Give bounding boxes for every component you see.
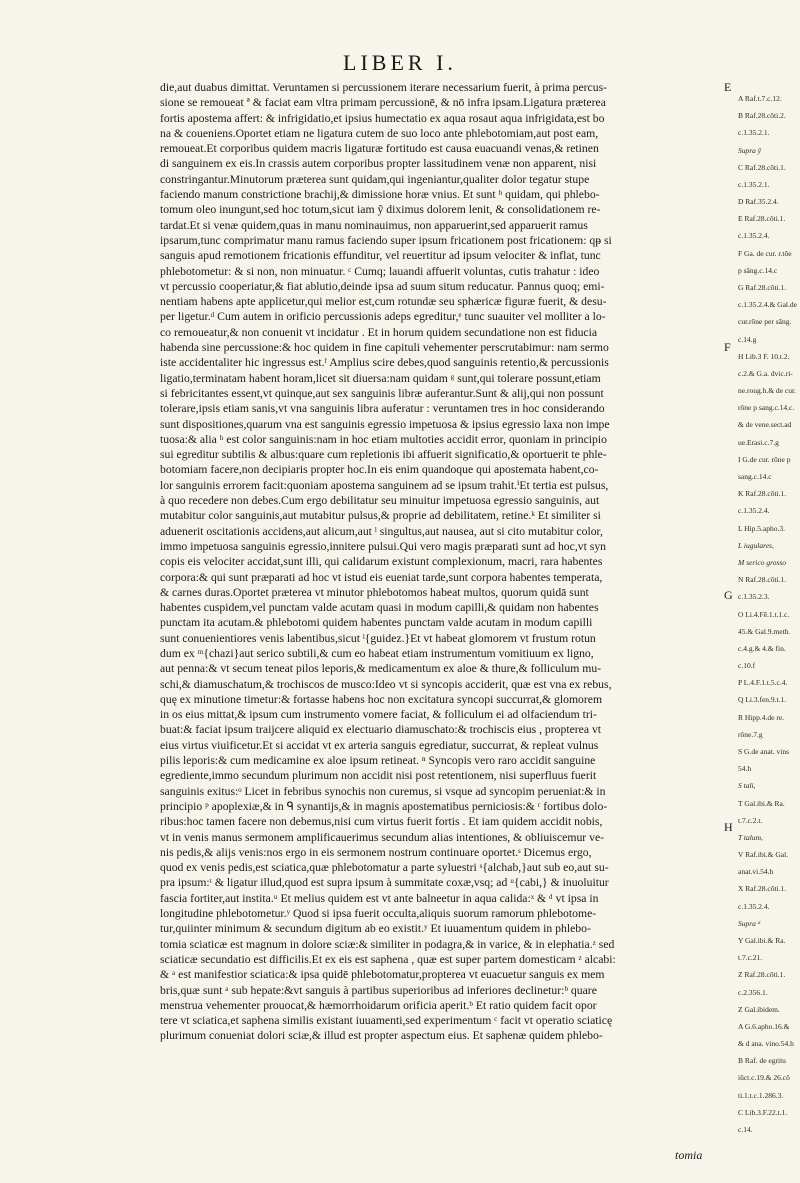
text-line: sciaticæ secundatio est difficilis.Et ex eis est saphena , quæ est super partem domesticam ᶻ alcabi: [160, 952, 616, 966]
margin-note: T Gal.ibi.& Ra. [738, 799, 785, 808]
text-line: quę ex minutione timetur:& fortasse habens hoc non excitatura syncopi succurrat,& glomorem [160, 692, 603, 706]
margin-note: c.2.& G.a. dvic.ri- [738, 369, 793, 378]
text-line: per ligetur.ᵈ Cum autem in orificio percussionis adeps egreditur,ᵉ tunc suauiter vel molliter a lo- [160, 310, 606, 324]
text-line: in os eius mittat,& ipsum cum instrumento vomere faciat, & folliculum ei ad olfaciendum tri- [160, 708, 597, 722]
margin-note: c.1.35.2.4.& Gal.de [738, 300, 797, 309]
text-line: co remoueatur,& non conuenit vt incidatur . Et in horum quidem secundatione non est fiducia [160, 325, 598, 339]
text-line: pra ipsum:ᵗ & ligatur illud,quod est supra ipsum à summitate coxæ,vsq; ad ᵘ{cabi,} & inuoluitur [160, 876, 609, 890]
text-line: di sanguinem ex eis.In crassis autem corporibus propter lassitudinem venæ non apparent, nisi [160, 157, 597, 171]
text-line: buat:& faciat ipsum traijcere aliquid ex electuario diamuschato:& trochiscis eius , propterea vt [160, 723, 602, 737]
text-line: punctam ita acutam.& phlebotomi quidem habentes punctam valde acutam in modum capilli [160, 616, 593, 630]
margin-note: Supra ỹ [738, 146, 762, 155]
text-line: plurimum conueniat dolori sciæ,& illud est propter aspectum eius. Et saphenæ quidem phlebo- [160, 1029, 603, 1043]
text-line: botomiam facere,non decipiaris propter hoc.In eis enim quandoque qui apostemata habent,co- [160, 463, 599, 477]
margin-note: t.7.c.2.t. [738, 816, 763, 825]
margin-note: C Raf.28.cōti.1. [738, 163, 786, 172]
margin-note: H Lib.3 F. 10.t.2. [738, 352, 790, 361]
margin-note: 54.h [738, 764, 752, 773]
margin-note: O Li.4.Fē.1.t.1.c. [738, 610, 790, 619]
margin-note: L iugulares, [738, 541, 774, 550]
text-line: sanguinis exitus:ᵒ Licet in febribus synochis non curemus, si vsque ad syncopim perueniat:& in [160, 784, 606, 798]
text-line: ribus:hoc tamen facere non debemus,nisi cum virtus fuerit fortis . Et iam quidem accidit nobis, [160, 815, 603, 829]
text-line: immo impetuosa sanguinis egressio,innitere pulsui.Qui vero magis præparati sunt ad hoc,vt syn [160, 539, 607, 553]
text-line: constringantur.Minutorum præterea sunt quidam,qui ingeniantur,qualiter dolor tegatur stupe [160, 172, 590, 186]
text-line: egrediente,immo secundum plurimum non accidit nisi post retentionem, nisi superfluus fuerit [160, 769, 597, 783]
section-letter: H [724, 820, 733, 834]
margin-note: cur.rōne per sāng. [738, 317, 792, 326]
margin-note: M serico grosso [738, 558, 787, 567]
margin-note: sang.c.14.c [738, 472, 772, 481]
margin-note: p sāng.c.14.c [738, 266, 778, 275]
margin-note: t.7.c.21. [738, 953, 763, 962]
text-line: habentes cuspidem,vel punctam valde acutam quasi in modum capilli,& quidam non habentes [160, 601, 599, 615]
text-line: & ᵃ est manifestior sciatica:& ipsa quidē phlebotomatur,propterea vt euacuetur sanguis ex mem [160, 968, 605, 982]
margin-note: Z Gal.ibidem. [738, 1005, 780, 1014]
main-text-column [160, 80, 740, 1044]
margin-note: c.1.35.2.1. [738, 128, 770, 137]
text-line: nentiam habens apte applicetur,qui melior est,cum rotundæ seu sphæricæ figuræ fuerit, & desu- [160, 295, 607, 309]
margin-note: c.14. [738, 1125, 753, 1134]
text-line: copis eis velociter accidat,sunt illi, qui calidarum existunt complexionum, macri, rara habentes [160, 555, 603, 569]
margin-note: L Hip.5.apho.3. [738, 524, 786, 533]
text-line: tomum oleo inungunt,sed hoc totum,sicut iam ỹ diximus dolorem lenit, & consolidationem re- [160, 203, 601, 217]
margin-note: Q Li.3.fen.9.t.1. [738, 695, 787, 704]
margin-note: K Raf.28.cōti.1. [738, 489, 787, 498]
text-line: vt percussio cooperiatur,& fiat ablutio,deinde ipsa ad suum situm reducatur. Pannus quoq; emi- [160, 279, 605, 293]
text-line: tere vt sciatica,et saphena similis existant iuuamenti,sed experimentum ᶜ facit vt operatio sciaticę [160, 1014, 613, 1028]
text-line: habenda sine percussione:& hoc quidem in fine capituli vehementer perscrutabimur: nam sermo [160, 341, 609, 355]
text-line: remoueat.Et corporibus quidem macris ligaturæ fortitudo est causa euacuandi venas,& retinen [160, 142, 599, 156]
margin-note: c.1.35.2.4. [738, 902, 770, 911]
text-line: à quo recedere non debes.Cum ergo debilitatur seu minuitur impetuosa egressio sanguinis, aut [160, 494, 600, 508]
margin-note: Z Raf.28.cōti.1. [738, 970, 786, 979]
margin-note: G Raf.28.cōti.1. [738, 283, 787, 292]
margin-note: B Raf.28.cōti.2. [738, 111, 786, 120]
margin-note: I G.de cur. rōne p [738, 455, 791, 464]
section-letter: F [724, 340, 731, 354]
text-line: phlebotometur: & si non, non minuatur. ᶜ Cumq; lauandi affuerit voluntas, cutis trahatur : ideo [160, 264, 600, 278]
text-line: sione se remoueat ª & faciat eam vltra primam percussionē, & nō infra ipsam.Ligatura præterea [160, 96, 606, 110]
margin-note: C Lib.3.F.22.t.1. [738, 1108, 788, 1117]
text-line: aut penna:& vt secum teneat pilos leporis,& medicamentum ex aloe & thure,& folliculum mu- [160, 662, 602, 676]
text-line: aduenerit oscitationis accidens,aut alicum,aut ˡ singultus,aut nausea, aut si cito mutabitur color, [160, 524, 603, 538]
text-line: fascia fortiter,aut instita.ᵘ Et melius quidem est vt ante balneetur in aqua calida:ˣ & ᵈ vt ipsa in [160, 891, 599, 905]
margin-note: B Raf. de egritu [738, 1056, 786, 1065]
text-line: faciendo manum constrictione brachij,& dimissione horæ vnius. Et sunt ᵇ quidam, qui phlebo- [160, 188, 600, 202]
margin-note: T talum, [738, 833, 763, 842]
text-line: nis pedis,& alijs venis:nos ergo in eis sermonem nostrum continuare oportet.ˢ Dicemus ergo, [160, 845, 592, 859]
text-line: sanguis apud remotionem fricationis effunditur, vel reuertitur ad ipsum velociter & inflat, tunc [160, 249, 601, 263]
margin-note: c.1.35.2.1. [738, 180, 770, 189]
margin-note: V Raf.ibi.& Gal. [738, 850, 789, 859]
text-line: vt in venis manus sermonem amplificauerimus secundum alias intentiones, & obliuiscemur ve- [160, 830, 605, 844]
text-line: die,aut duabus dimittat. Veruntamen si percussionem iterare necessarium fuerit, à prima percus- [160, 81, 608, 94]
text-line: corpora:& qui sunt præparati ad hoc vt istud eis eueniat tarde,sunt corpora habentes temperata, [160, 570, 603, 584]
margin-note: ti.1.t.c.1.286.3. [738, 1091, 784, 1100]
margin-note: Supra ᵈ [738, 919, 761, 928]
text-line: & carnes duras.Oportet præterea vt minutor phlebotomos habeat multos, quorum quidā sunt [160, 585, 589, 599]
text-line: si febricitantes essent,vt quinque,aut sex sanguinis libræ auferantur.Sunt & alij,qui non possunt [160, 386, 604, 400]
section-letter: E [724, 80, 732, 94]
margin-note: anat.vi.54.h [738, 867, 774, 876]
margin-note: R Hipp.4.de re. [738, 713, 785, 722]
margin-note: N Raf.28.cōti.1. [738, 575, 787, 584]
section-letter: G [724, 588, 733, 602]
margin-note: D Raf.35.2.4. [738, 197, 779, 206]
text-line: lor sanguinis errorem facit:quoniam apostema sanguinem ad se ipsum trahit.ⁱEt tertia est pulsus, [160, 478, 609, 492]
margin-note: rōne p sang.c.14.c. [738, 403, 795, 412]
margin-note: ne.roug.h.& de cur. [738, 386, 796, 395]
margin-note: Y Gal.ibi.& Ra. [738, 936, 786, 945]
margin-note: c.4.g.& 4.& fin. [738, 644, 786, 653]
text-line: principio ᵖ apoplexiæ,& in ᑫ synantijs,& in magnis apostematibus perniciosis:& ʳ fortibus dolo- [160, 799, 608, 813]
margin-note: F Ga. de cur. r.tōe [738, 249, 792, 258]
text-line: tardat.Et si venæ quidem,quas in manu nominauimus, non apparuerint,sed apparuerit ramus [160, 218, 588, 232]
text-line: iste accidentaliter hic ingressus est.ᶠ Amplius scire debes,quod sanguinis retentio,& percussionis [160, 356, 609, 370]
margin-note: & de vene.sect.ad [738, 420, 792, 429]
margin-note: A Raf.t.7.c.12. [738, 94, 782, 103]
text-line: schi,& diamuschatum,& trochiscos de musco:Ideo vt si syncopis acciderit, quæ est vna ex rebus, [160, 677, 612, 691]
margin-note: rōne.7.g [738, 730, 763, 739]
margin-note: c.2.356.1. [738, 988, 768, 997]
margin-note: E Raf.28.cōti.1. [738, 214, 786, 223]
text-line: sui egreditur subtilis & albus:quare cum repletionis ibi affuerit significatio,& oportuerit te phle- [160, 448, 607, 462]
text-line: eius virtus viuificetur.Et si accidat vt ex arteria sanguis egrediatur, succurrat, & repleat vulnus [160, 738, 599, 752]
margin-note: c.1.35.2.4. [738, 506, 770, 515]
margin-note: P L.4.F.1.t.5.c.4. [738, 678, 788, 687]
margin-note: iūct.c.19.& 26.cō [738, 1073, 790, 1082]
margin-note: c.10.f [738, 661, 756, 670]
text-line: menstrua vehementer prouocat,& hæmorrhoidarum orificia aperit.ᵇ Et ratio quidem facit opor [160, 998, 597, 1012]
text-line: tolerare,ipsis etiam sanis,vt vna sanguinis libra auferatur : veruntamen tres in hoc considerando [160, 402, 605, 416]
text-line: tomia sciaticæ est magnum in dolore sciæ:& similiter in podagra,& in varice, & in elephatia.ᶻ sed [160, 937, 615, 951]
text-line: tur,quiinter minimum & secundum digitum ab eo existit.ʸ Et iuuamentum quidem in phlebo- [160, 922, 591, 936]
text-line: mutabitur color sanguinis,aut mutabitur pulsus,& proprie ad debilitatem, retine.ᵏ Et similiter si [160, 509, 601, 523]
margin-note: c.14.g [738, 335, 757, 344]
margin-note: 45.& Gal.9.meth. [738, 627, 791, 636]
text-line: fortis apostema affert: & infrigidatio,et ipsius humectatio ex aqua rosaut aqua infrigidata,est bo [160, 111, 605, 125]
catchword: tomia [675, 1148, 703, 1162]
margin-note: X Raf.28.cōti.1. [738, 884, 787, 893]
text-line: tuosa:& alia ʰ est color sanguinis:nam in hoc etiam multoties accidit error, quoniam in principio [160, 432, 607, 446]
text-line: ligatio,terminatam habent horam,licet sit diuersa:nam quidam ᵍ sunt,qui tolerare possunt,etiam [160, 371, 601, 385]
margin-note: c.1.35.2.4. [738, 231, 770, 240]
margin-note: A G.6.apho.16.& [738, 1022, 790, 1031]
margin-note: S G.de anat. vins [738, 747, 790, 756]
page-title: LIBER I. [343, 50, 457, 75]
text-line: longitudine phlebotometur.ʸ Quod si ipsa fuerit occulta,aliquis suorum ramorum phlebotome- [160, 907, 597, 921]
text-line: dum ex ᵐ{chazi}aut serico subtili,& cum eo habeat etiam instrumentum vomitiuum ex ligno, [160, 646, 594, 660]
margin-note: c.1.35.2.3. [738, 592, 770, 601]
text-line: na & coueniens.Oportet etiam ne ligatura cutem de suo loco ante phlebotomiam,aut post eam, [160, 126, 599, 140]
margin-note: S tali, [738, 781, 756, 790]
text-line: pilis leporis:& cum medicamine ex aloe ipsum retineat. ⁿ Syncopis vero raro accidit sanguine [160, 754, 596, 768]
margin-note: & d ana. vino.54.h [738, 1039, 794, 1048]
text-line: ipsarum,tunc comprimatur manu ramus faciendo super ipsum fricationem post fricationem: qᵽ si [160, 233, 612, 247]
text-line: sunt dispositiones,quarum vna est sanguinis egressio impetuosa & ipsius egressio laxa non impe [160, 417, 610, 431]
text-line: bris,quæ sunt ᵃ sub hepate:&vt sanguis à partibus superioribus ad inferiores declinetur:ᵇ quare [160, 983, 597, 997]
margin-note: ue.Erasi.c.7.g [738, 438, 779, 447]
text-line: sunt conuenientiores venis labentibus,sicut ˡ{guidez.}Et vt habeat glomorem vt frustum rotun [160, 631, 596, 645]
text-line: quod ex venis pedis,est sciatica,quæ phlebotomatur a parte syluestri ˢ{alchab,}aut sub eo,aut su- [160, 861, 609, 875]
